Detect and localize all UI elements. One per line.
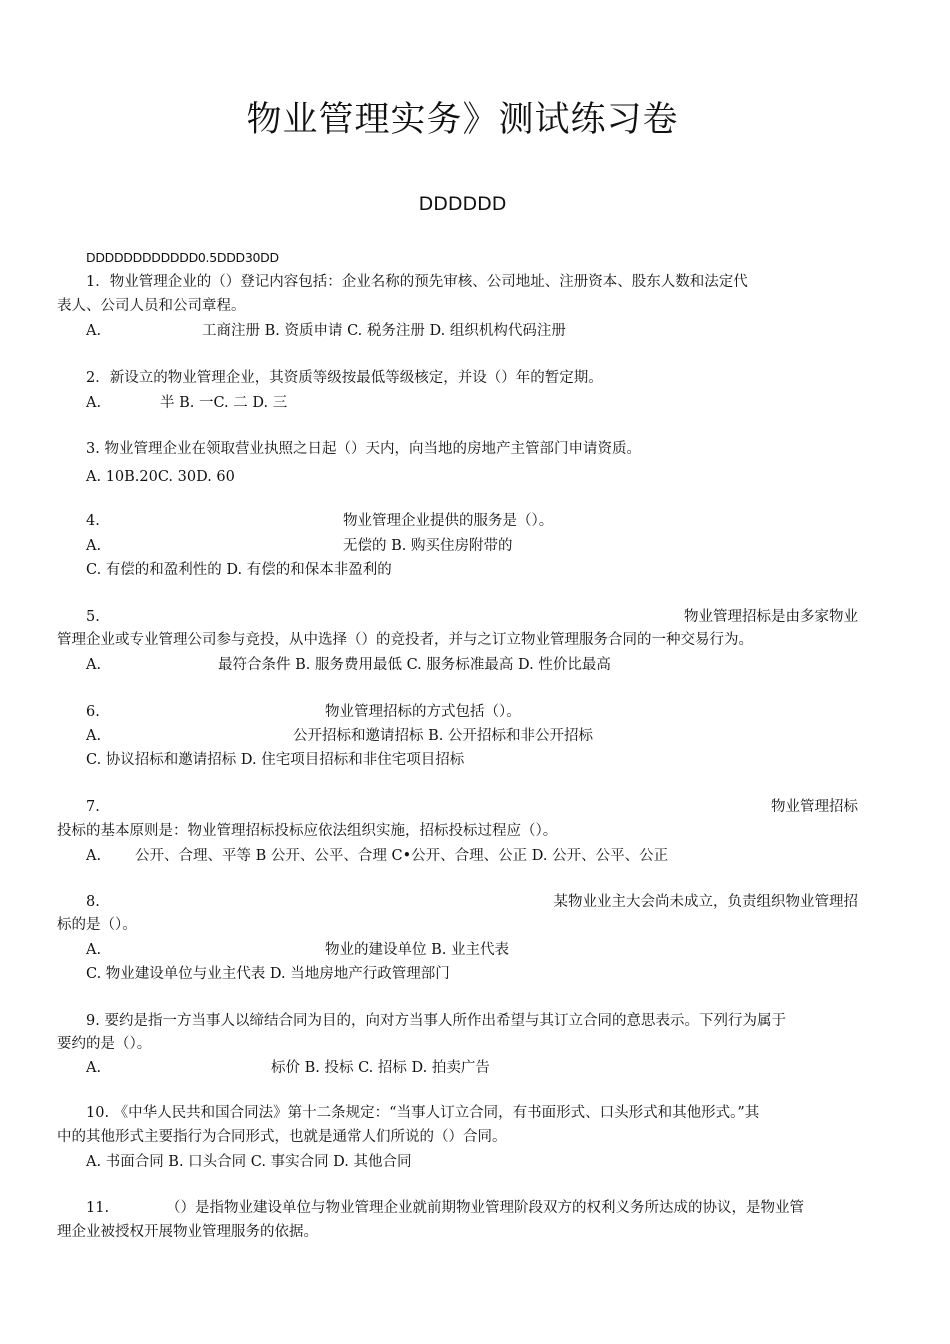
question-2-text: 2．新设立的物业管理企业，其资质等级按最低等级核定，并设（）年的暂定期。 xyxy=(86,370,603,386)
question-3-options: A. 10B.20C. 30D. 60 xyxy=(86,469,235,485)
instruction-text: DDDDDDDDDDDD0.5DDD30DD xyxy=(86,250,279,265)
question-6-text: 物业管理招标的方式包括（）。 xyxy=(325,704,521,720)
question-2-option-label: A. xyxy=(86,395,102,411)
question-10-text: 10. 《中华人民共和国合同法》第十二条规定：“当事人订立合同，有书面形式、口头形式和其他形式。”其 xyxy=(86,1105,760,1121)
question-8-options: 物业的建设单位 B. 业主代表 xyxy=(325,942,509,958)
question-9-text: 9. 要约是指一方当事人以缔结合同为目的，向对方当事人所作出希望与其订立合同的意思表示。下列行为属于 xyxy=(86,1013,786,1029)
question-3-text: 3. 物业管理企业在领取营业执照之日起（）天内，向当地的房地产主管部门申请资质。 xyxy=(86,441,641,457)
question-8-text-cont: 标的是（）。 xyxy=(57,917,137,933)
question-9-options: 标价 B. 投标 C. 招标 D. 拍卖广告 xyxy=(271,1060,490,1076)
question-5-options: 最符合条件 B. 服务费用最低 C. 服务标准最高 D. 性价比最高 xyxy=(218,657,611,673)
question-9-text-cont: 要约的是（）。 xyxy=(57,1036,152,1052)
question-2-options: 半 B. 一C. 二 D. 三 xyxy=(160,395,288,411)
question-6-options: 公开招标和邀请招标 B. 公开招标和非公开招标 xyxy=(293,728,593,744)
question-6-number: 6. xyxy=(86,704,100,720)
question-8-number: 8. xyxy=(86,894,100,910)
question-4-options-cont: C. 有偿的和盈利性的 D. 有偿的和保本非盈利的 xyxy=(86,562,392,578)
document-title: 物业管理实务》测试练习卷 xyxy=(246,100,679,140)
question-7-text: 物业管理招标 xyxy=(771,799,858,815)
question-10-text-cont: 中的其他形式主要指行为合同形式，也就是通常人们所说的（）合同。 xyxy=(57,1129,507,1145)
question-4-option-label: A. xyxy=(86,538,102,554)
question-7-text-cont: 投标的基本原则是：物业管理招标投标应依法组织实施，招标投标过程应（）。 xyxy=(57,823,558,839)
question-4-number: 4. xyxy=(86,513,100,529)
question-8-option-label: A. xyxy=(86,942,102,958)
question-1-text-cont: 表人、公司人员和公司章程。 xyxy=(57,298,246,314)
question-10-options: A. 书面合同 B. 口头合同 C. 事实合同 D. 其他合同 xyxy=(86,1154,412,1170)
question-5-text-cont: 管理企业或专业管理公司参与竞投，从中选择（）的竞投者，并与之订立物业管理服务合同的一种交易行为。 xyxy=(57,632,753,648)
question-7-option-label: A. xyxy=(86,848,102,864)
question-5-text: 物业管理招标是由多家物业 xyxy=(684,609,858,625)
question-4-text: 物业管理企业提供的服务是（）。 xyxy=(343,513,554,529)
question-5-number: 5. xyxy=(86,609,100,625)
question-4-options: 无偿的 B. 购买住房附带的 xyxy=(343,538,513,554)
question-6-options-cont: C. 协议招标和邀请招标 D. 住宅项目招标和非住宅项目招标 xyxy=(86,752,465,768)
question-11-number: 11. xyxy=(86,1200,110,1216)
question-1-options: 工商注册 B. 资质申请 C. 税务注册 D. 组织机构代码注册 xyxy=(202,323,566,339)
question-6-option-label: A. xyxy=(86,728,102,744)
question-7-number: 7. xyxy=(86,799,100,815)
question-1-text: 1．物业管理企业的（）登记内容包括：企业名称的预先审核、公司地址、注册资本、股东人数和法定代 xyxy=(86,274,748,290)
question-5-option-label: A. xyxy=(86,657,102,673)
question-7-options: 公开、合理、平等 B 公开、公平、合理 C•公开、合理、公正 D. 公开、公平、公正 xyxy=(135,848,669,864)
question-9-option-label: A. xyxy=(86,1060,102,1076)
question-11-text: （）是指物业建设单位与物业管理企业就前期物业管理阶段双方的权利义务所达成的协议，是物业管 xyxy=(166,1200,804,1216)
document-subtitle: DDDDDD xyxy=(418,193,507,215)
question-8-text: 某物业业主大会尚未成立，负责组织物业管理招 xyxy=(553,894,858,910)
question-1-option-label: A. xyxy=(86,323,102,339)
question-11-text-cont: 理企业被授权开展物业管理服务的依据。 xyxy=(57,1224,318,1240)
question-8-options-cont: C. 物业建设单位与业主代表 D. 当地房地产行政管理部门 xyxy=(86,966,450,982)
